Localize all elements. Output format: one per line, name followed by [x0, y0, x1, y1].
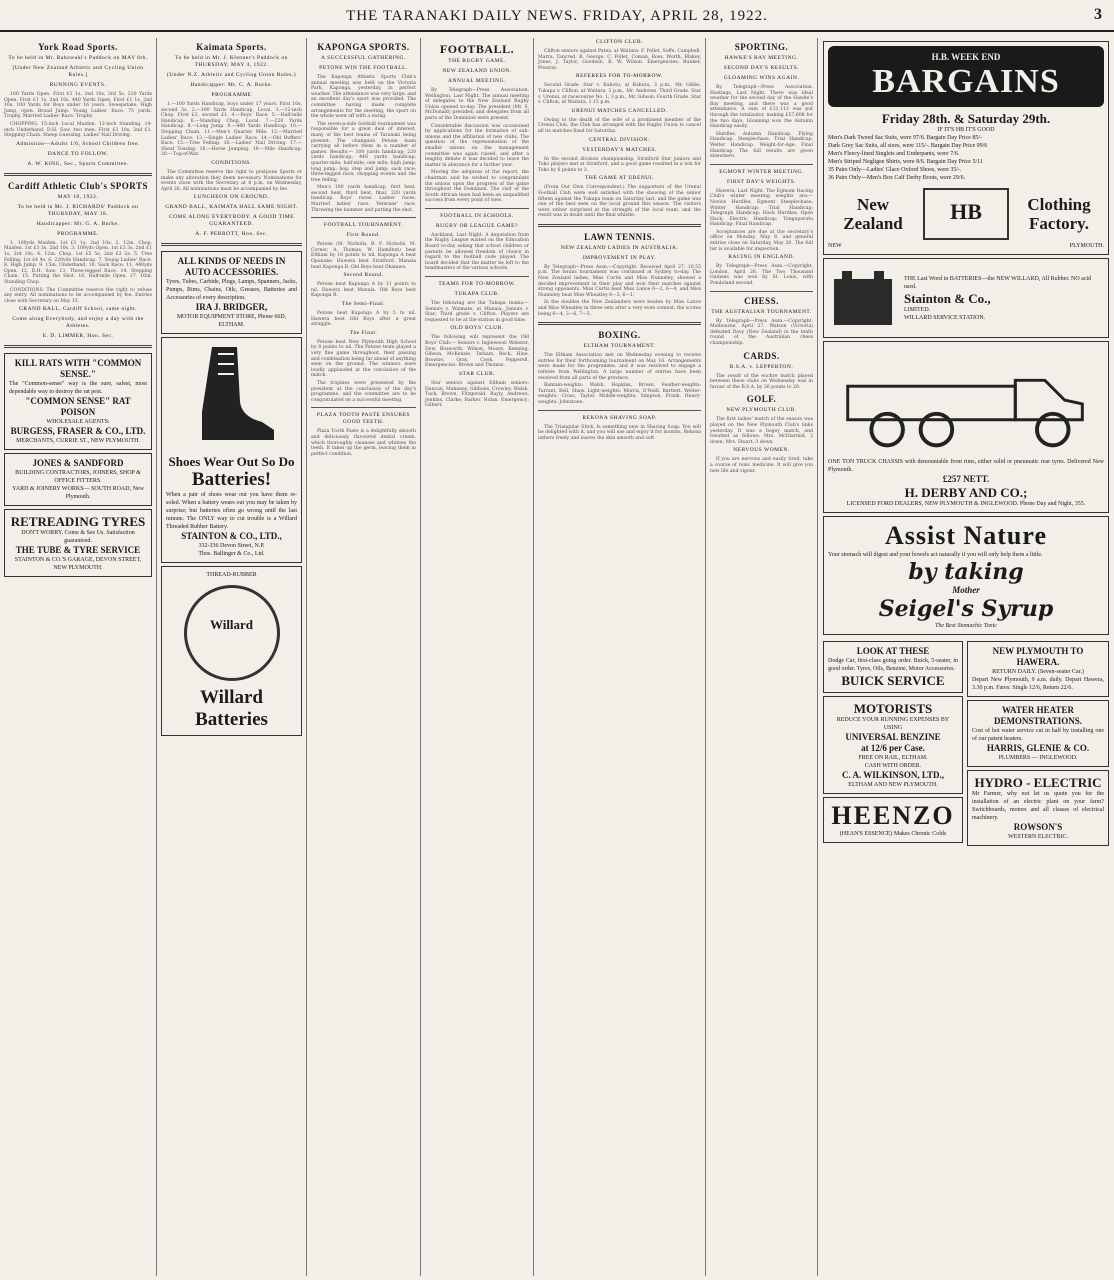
shoes-heading: Shoes Wear Out So Do	[168, 453, 295, 469]
divider	[161, 243, 302, 246]
heenzo-name: HEENZO	[831, 800, 955, 830]
filler-text: Petone beat Kaponga A by 11 points to nil. Hawera beat Manaia. Old Boys beat Kaponga B.	[311, 282, 416, 299]
wilkinson-name: C. A. WILKINSON, LTD.,	[841, 769, 945, 780]
hb-footer	[828, 188, 1104, 240]
hb-item: 36 Pairs Only—Men's Box Calf Derby Boots, were 29/6.	[828, 175, 966, 181]
truck-price: £257 NETT.	[942, 473, 990, 484]
york-road-signature: A. W. KING, Sec., Sports Committee.	[27, 160, 129, 167]
filler-text: In the second division championship, Stratford Star juniors and Toko players met at Stratford, and a good game resulted in a win for Toko by 6 points to 3.	[538, 156, 701, 173]
seigel-syrup: Seigel's Syrup	[878, 595, 1054, 622]
lawn-tennis-heading: LAWN TENNIS.	[584, 231, 655, 242]
bottom-ad-right	[967, 638, 1109, 849]
wilkinson-address: ELTHAM AND NEW PLYMOUTH.	[848, 781, 938, 788]
battery-illustration	[828, 263, 898, 333]
derby-name: H. DERBY AND CO.;	[904, 484, 1028, 500]
filler-text: Hawera, Last Night. The Egmont Racing Club's winter meeting weights are:— Novice Hurdles; Egmont Steeplechase; Winter Handicap; Trial Handicap; Telegraph Handicap; Hack Hurdles; Open Hack; Electric Handicap; Tongaporutu Handicap; Final Handicap.	[710, 188, 813, 228]
divider	[425, 276, 529, 277]
rekona-heading: REKONA SHAVING SOAP.	[582, 414, 657, 421]
filler-text: Petone beat Kaponga A by 5 to nil. Hawera beat Old Boys after a great struggle.	[311, 311, 416, 328]
golf-heading: GOLF.	[746, 394, 777, 405]
willard-stainton-name: Stainton & Co.,	[904, 290, 991, 306]
benzine-price: at 12/6 per Case.	[861, 742, 925, 753]
retreading-ad	[4, 509, 152, 577]
chess-heading: CHESS.	[744, 295, 779, 306]
kaimata-heading: Kaimata Sports.	[196, 42, 267, 52]
yesterday-heading: YESTERDAY'S MATCHES.	[582, 146, 657, 153]
hb-item: Dark Grey Sac Suits, all sizes, were 115/-. Bargain Day Price 99/6	[828, 143, 988, 149]
golf-sub: NEW PLYMOUTH CLUB.	[726, 407, 797, 414]
star-heading: STAR CLUB.	[458, 370, 496, 377]
filler-text: The Committee reserve the right to postpone Sports or make any alteration they deem necessary. Nominations for events close with the Secretary at 8 p.m. on Wednesday, April 26. All nominations must be accompanied by fee.	[161, 169, 302, 192]
filler-text: The following will represent the Old Boys' Club:— Seniors v. Inglewood: Webster, Dow, Bosworth, Wilson, Moore, Kenning, Gibson, McKenzie, Tatham, Beck, Hine, Browne, Gray, Cook, Pepperell. Emergencies: Brown and Thomas.	[425, 335, 529, 369]
free-on-rail: FREE ON RAIL, ELTHAM.	[858, 754, 928, 761]
tube-tyre-address: STAINTON & CO.'S GARAGE, DEVON STREET, NEW PLYMOUTH.	[14, 557, 142, 572]
filler-text: In the doubles the New Zealanders were beaten by Miss Lance and Miss Wheatley in three sets after a very even contest, the scores being 6—4, 3—6, 7—5.	[538, 300, 701, 317]
column-6	[706, 38, 818, 1276]
filler-text: The first ladies' match of the season was played on the New Plymouth Club's links yesterday. It was a bogey match, and resulted as follows: Mrs. McDiarmid, 2 down; Mrs. Stuart, 3 down.	[710, 417, 813, 445]
filler-text: 100 Yards Open. First £1 1s, 2nd 10s, 3rd 5s. 220 Yards Open. First £1 1s, 2nd 10s. 440 Yards Open. First £1 1s, 2nd 10s. 100 Yards for Boys under 16 years. Sweepstake. High Jump, open. Broad Jump. Young Ladies' Race, 75 yards. Trophy. Married Ladies' Race. Trophy.	[4, 92, 152, 120]
rowson-name: ROWSON'S	[1013, 821, 1063, 832]
np-hawera-sub: RETURN DAILY. (Seven-seater Car.)	[992, 668, 1084, 675]
look-text: Dodge Car, first-class going order. Buick, 5-seater, in good order. Tyres, Oils, Benzine, Motor Accessories.	[828, 657, 958, 672]
ballinger-name: Thos. Ballinger & Co., Ltd.	[198, 550, 265, 557]
truck-text: ONE TON TRUCK CHASSIS with demountable front rims, either solid or pneumatic rear tyres. Delivered New Plymouth.	[828, 458, 1104, 473]
filler-text: The Kaponga Athletic Sports Club's annual meeting was held on the Victoria Park, Kaponga, yesterday, in perfect weather. The attendance was very large, and an excellent day's sport was provided. The committee having made complete arrangements for the meeting, the sport on the whole went off with a swing.	[311, 75, 416, 120]
cardiff-date: MAY 18, 1922.	[57, 193, 99, 200]
assist-nature: Assist Nature	[884, 520, 1048, 550]
rat-ad-heading: KILL RATS WITH "COMMON SENSE."	[14, 358, 142, 380]
rat-ad-text: The "Common-sense" way is the sure, safest, most dependable way to destroy the rat pest.	[9, 381, 147, 396]
hb-bargains: BARGAINS	[872, 63, 1060, 100]
stainton-name: STAINTON & CO., LTD.,	[181, 530, 282, 541]
heenzo-ad	[823, 797, 963, 843]
jones-sandford-ad	[4, 453, 152, 506]
divider	[538, 410, 701, 411]
kaponga-heading: KAPONGA SPORTS.	[317, 42, 410, 52]
filler-text: CHOPPING. 15-inch Local Maiden. 12-inch Standing. 14-inch Underhand. D.H. Saw, two men. First £3 10s, 2nd £1. Stepping Chain. Sheep Guessing. Ladies' Nail Driving.	[4, 121, 152, 139]
final-heading: The Final.	[349, 329, 378, 336]
boxing-heading: BOXING.	[598, 330, 641, 341]
cardiff-heading: Cardiff Athletic Club's SPORTS	[8, 180, 148, 191]
filler-text: Clifton seniors against Patea, at Waitara: F. Pollet, Soffe, Campbell, Marra, Tancred, R. George, C. Pollet, Coman, Ross, Worth, Blakey, Jones, J. Taylor, Goodwin, B. W. Wilson. Emergencies: Bunker, Preston.	[538, 49, 701, 71]
hb-item: Men's Fleecy-lined Singlets and Underpants, were 7/6.	[828, 151, 960, 157]
water-heater-heading: WATER HEATER DEMONSTRATIONS.	[993, 704, 1083, 726]
retreading-heading: RETREADING TYRES	[10, 514, 146, 530]
sporting-heading: SPORTING.	[734, 42, 789, 52]
willard-stainton-blurb: THE Last Word in BATTERIES—the NEW WILLARD, All Rubber. NO acid used.	[904, 275, 1092, 290]
filler-text: If you are nervous and easily tired, take a course of tonic medicine. It will give you new life and vigour.	[710, 457, 813, 474]
hb-logo: HB	[923, 188, 1009, 240]
batteries-text: When a pair of shoes wear out you have them re-soled. When a battery wears out you may be taken by surprise; but batteries often go wrong until the last minute. The ONLY way to cut trouble is a Willard Threaded Rubber Battery.	[166, 491, 297, 530]
look-at-these-ad	[823, 641, 963, 693]
kaimata-ball: GRAND BALL, KAIMATA HALL SAME NIGHT.	[165, 204, 298, 211]
cardiff-ball: GRAND BALL, Cardiff School, same night.	[18, 306, 138, 313]
ira-bridger-address: MOTOR EQUIPMENT STORE, Phone 66D, ELTHAM.	[176, 314, 287, 329]
semi-final-heading: The Semi-Final.	[341, 301, 386, 307]
cardiff-signature: E. D. LIMMER, Hon. Sec.	[42, 333, 114, 340]
jones-sandford-trade: BUILDING CONTRACTORS, JOINERS, SHOP & OFFICE FITTERS.	[15, 470, 141, 485]
cards-sub: B.S.A. v. LEPPERTON.	[729, 363, 794, 370]
urenui-heading: URENUI MATCHES CANCELLED.	[571, 107, 668, 114]
hb-clothing-factory: Clothing Factory.	[1027, 195, 1091, 233]
hydro-electric-ad	[967, 770, 1109, 846]
derby-address: LICENSED FORD DEALERS, NEW PLYMOUTH & INGLEWOOD. Phone Day and Night, 355.	[846, 500, 1086, 507]
stainton-address: 332-336 Devon Street, N.P.	[198, 542, 265, 549]
filler-text: The seven-a-side football tournament was responsible for a great deal of interest, many of the best teams of Taranaki being present. The champion Petone team carrying all before them in a number of games. Results:— 100 yards handicap; 220 yards handicap; 440 yards handicap; quarter-mile; half-mile; one mile; high jump; long jump; hop, step and jump; sack race; three-legged race; chopping events and the tree felling.	[311, 121, 416, 183]
tube-tyre-heading: THE TUBE & TYRE SERVICE	[15, 545, 141, 556]
hawkes-bay-heading: HAWKE'S BAY MEETING.	[724, 55, 799, 61]
willard-batteries-heading: Willard Batteries	[195, 686, 268, 730]
kaimata-signature: A. F. PERROTT, Hon. Sec.	[195, 231, 268, 238]
hb-item: Men's Striped Negligee Shirts, were 8/6. Bargain Day Price 5/11	[828, 159, 983, 165]
gloaming-heading: GLOAMING WINS AGAIN.	[723, 75, 800, 81]
column-3	[307, 38, 421, 1276]
cardiff-programme: PROGRAMME.	[57, 230, 99, 237]
york-road-dance: DANCE TO FOLLOW.	[47, 150, 109, 157]
hawera-service-ad	[967, 641, 1109, 697]
retreading-text: DON'T WORRY. Come & See Us. Satisfaction guaranteed.	[21, 530, 135, 545]
filler-text: 1. 100yds Maiden. 1st £1 1s, 2nd 10s. 2. 12in. Chop, Maiden. 1st £3 3s, 2nd 10s. 3. 100yds Open. 1st £3 3s, 2nd £1 1s, 3rd 10s. 4. 12in. Chop. 1st £5 5s, 2nd £2 2s. 5. Tree Felling. 1st £4 4s. 6. 220yds Handicap. 7. Young Ladies' Race. 8. High Jump. 9. 15in. Underhand. 10. Sack Race. 11. 440yds Open. 12. D.H. Saw. 13. Three-legged Race. 14. Stepping Chain. 15. Putting the Shot. 16. Half-mile Open. 17. 16in. Standing Chop.	[4, 240, 152, 285]
tennis-sub: NEW ZEALAND LADIES IN AUSTRALIA.	[560, 244, 679, 251]
filler-text: The trophies were presented by the president at the conclusion of the day's programme, and the committee are to be congratulated on a successful meeting.	[311, 380, 416, 403]
jones-sandford-address: YARD & JOINERY WORKS— SOUTH ROAD, New Plymouth.	[12, 486, 144, 501]
central-heading: CENTRAL DIVISION.	[589, 136, 650, 143]
filler-text: Petone (M. Nicholls, B. F. Nicholls, M. Corner, A. Thomas, W. Hamilton) beat Eltham by 16 points to nil. Kaponga A beat Opunake. Hawera beat Stratford. Manaia beat Kaponga B. Old Boys beat Okaiawa.	[311, 242, 416, 270]
cards-heading: CARDS.	[743, 350, 780, 361]
boot-illustration	[182, 342, 282, 452]
clifton-heading: CLIFTON CLUB.	[595, 39, 644, 45]
hb-banner	[828, 46, 1104, 107]
cardiff-handicapper: Handicapper: Mr. G. A. Burke.	[36, 220, 120, 227]
ira-bridger-name: IRA J. BRIDGER,	[195, 302, 268, 313]
filler-text: Plaza Tooth Paste is a delightfully smooth and deliciously flavoured dental cream, which thoroughly cleanses and whitens the teeth. It takes up the germ, leaving them in perfect condition.	[311, 429, 416, 457]
divider	[538, 322, 701, 325]
referees-heading: REFEREES FOR TO-MORROW.	[575, 73, 664, 80]
hb-plymouth: PLYMOUTH.	[1069, 243, 1104, 249]
egmont-heading: EGMONT WINTER MEETING.	[719, 168, 804, 175]
york-road-prog: RUNNING EVENTS.	[49, 82, 107, 88]
willard-stainton-text	[904, 275, 1104, 322]
football-tournament-heading: FOOTBALL TOURNAMENT.	[323, 222, 404, 229]
hb-footer-under	[828, 242, 1104, 250]
kaimata-programme: PROGRAMME	[211, 92, 252, 98]
jones-sandford-name: JONES & SANDFORD	[32, 458, 124, 469]
water-heater-text: Cost of hot water service cut in half by installing one of our patent heaters.	[972, 727, 1104, 742]
filler-text: By Telegraph—Press Association. Wellington, Last Night. The annual meeting of delegates to the New Zealand Rugby Union opened to-day. The president (Mr. S. McDonald) presided, and delegates from all parts of the Dominion were present.	[425, 88, 529, 121]
kaponga-sub2: PETONE WIN THE FOOTBALL.	[319, 65, 408, 71]
bottom-ad-left	[823, 638, 963, 849]
hb-bargains-ad	[823, 41, 1109, 255]
np-hawera-text: Depart New Plymouth, 9 a.m. daily. Depart Hawera, 3.30 p.m. Fares: Single 12/6, Return 22/6.	[972, 676, 1104, 691]
second-day-heading: SECOND DAY'S RESULTS.	[723, 65, 800, 71]
page-number: 3	[1094, 6, 1102, 23]
rat-ad-agent: BURGESS, FRASER & CO., LTD.	[10, 426, 146, 437]
rat-poison-ad	[4, 353, 152, 450]
kaponga-sub1: A SUCCESSFUL GATHERING.	[321, 55, 406, 61]
plaza-heading: PLAZA TOOTH PASTE ENSURES GOOD TEETH.	[316, 412, 411, 426]
column-5	[534, 38, 706, 1276]
rat-ad-wholesale: WHOLESALE AGENTS:	[46, 419, 110, 426]
filler-text: Second Grade. Star v. Rahotu, at Rahotu, 3 p.m., Mr. Gibbs. Tukapa v. Clifton, at Waitara, 3 p.m., Mr. Andrews. Third Grade. Star v. Urenui, at racecourse No. 1, 3 p.m., Mr. Gibson. Fourth Grade. Star v. Clifton, at Waitara, 1.15 p.m.	[538, 83, 701, 106]
cardiff-sub: To be held in Mr. J. RICHARDS' Paddock on THURSDAY, MAY 18.	[17, 203, 139, 217]
racing-england-heading: RACING IN ENGLAND.	[728, 254, 795, 261]
motorists-heading: MOTORISTS	[853, 700, 933, 716]
old-boys-heading: OLD BOYS' CLUB.	[450, 325, 504, 332]
york-road-admission: Admission—Adults 1/6, School Children free.	[16, 140, 140, 147]
truck-illustration	[828, 346, 1104, 456]
schools-heading: FOOTBALL IN SCHOOLS.	[440, 212, 514, 219]
filler-text: Owing to the death of the wife of a prominent member of the Urenui Club, the Club has arranged with the Rugby Union to cancel all its matches fixed for Saturday.	[538, 117, 701, 134]
hb-item: Men's Dark Tweed Sac Suits, were 97/6. Bargain Day Price 85/-	[828, 135, 983, 141]
filler-text: 1.—100 Yards Handicap, boys under 17 years. First 10s, second 5s. 2.—100 Yards Handicap, Local. 3.—12-inch Chop. First £3, second £1. 4.—Boys' Race. 5.—Half-mile Handicap. 6.—Standing Chop, Local. 7.—220 Yards Handicap. 8.—Long Jump. 9.—440 Yards Handicap. 10.—Stepping Chain. 11.—Men's Quarter Mile. 12.—Married Ladies' Race. 13.—Single Ladies' Race. 14.—Old Buffers' Race. 15.—Tree Felling. 16.—Ladies' Nail Driving. 17.—Sheaf Tossing. 18.—Horse Jumping. 19.—Mile Handicap. 20.—Tug-of-War.	[161, 102, 302, 158]
ford-truck-ad	[823, 341, 1109, 513]
nz-union-sub: NEW ZEALAND UNION.	[442, 68, 512, 74]
schools-sub: RUGBY OR LEAGUE GAME?	[436, 222, 518, 229]
kaimata-rules: (Under N.Z. Athletic and Cycling Union Rules.)	[166, 72, 297, 78]
column-4	[421, 38, 534, 1276]
kaimata-come: COME ALONG EVERYBODY. A GOOD TIME GUARANTEED.	[168, 214, 295, 228]
rat-ad-product: "COMMON SENSE" RAT POISON	[25, 396, 131, 418]
urenui-game-heading: THE GAME AT URENUI.	[585, 175, 654, 182]
harris-name: HARRIS, GLENIE & CO.	[986, 742, 1090, 753]
seigel-tagline: The Best Stomachic Tonic	[935, 622, 997, 629]
hb-slogan: IF IT'S HB IT'S GOOD	[937, 127, 995, 133]
accessories-heading: ALL KINDS OF NEEDS IN AUTO ACCESSORIES.	[177, 256, 286, 278]
np-hawera-heading: NEW PLYMOUTH TO HAWERA.	[992, 645, 1084, 667]
divider	[710, 291, 813, 292]
willard-ad	[161, 566, 302, 736]
buick-heading: BUICK SERVICE	[841, 672, 945, 688]
cardiff-come: Come along Everybody, and enjoy a day with the Athletes.	[12, 316, 144, 330]
divider	[425, 208, 529, 209]
filler-text: Bantam-weights: Walsh, Hopkins, Brown. Feather-weights: Tarrant, Bell, Shaw. Light-weights: Morris, O'Neill, Bartlett. Welter-weights: Cross, Taylor. Middle-weights: Simpson, Frank. Heavy-weights: Johnstone.	[538, 383, 701, 405]
kaimata-luncheon: LUNCHEON ON GROUND.	[193, 194, 270, 201]
heenzo-tagline: (HEAN'S ESSENCE) Makes Chronic Colds	[839, 830, 947, 837]
column-2	[157, 38, 307, 1276]
benzine-name: UNIVERSAL BENZINE	[845, 731, 941, 742]
divider	[311, 407, 416, 408]
column-1	[0, 38, 157, 1276]
boxing-sub: ELTHAM TOURNAMENT.	[583, 343, 656, 350]
filler-text: Men's 100 yards handicap, first heat, second heat, third heat, final. 220 yards handicap. Boys' races. Ladies' races. Married ladies' race. Veterans' race. Throwing the hammer and putting the shot.	[311, 185, 416, 213]
hb-item: 35 Pairs Only—Ladies' Glace Oxford Shoes, were 35/-.	[828, 167, 962, 173]
tukapa-heading: TUKAPA CLUB.	[454, 291, 500, 298]
filler-text: CONDITIONS. The Committee reserve the right to refuse any entry. All nominations to be accompanied by fee. Entries close with Secretary on May 15.	[4, 287, 152, 304]
filler-text: By Telegraph—Press Assn.—Copyright. London, April 26. The Two Thousand Guineas was won by St. Louis, with Pondoland second.	[710, 264, 813, 287]
weights-heading: FIRST DAY'S WEIGHTS.	[726, 178, 797, 185]
mother-label: Mother	[952, 584, 980, 595]
filler-text: (From Our Own Correspondent.) The supporters of the Urenui Football Club were well satisfied with the showing of the senior fifteen against the Tukapa team on Saturday last, and the game was one of the best seen on the local ground this season. The visitors were rather surprised at the strength of the local team, and the result was in doubt until the final whistle.	[538, 185, 701, 219]
masthead	[0, 0, 1114, 32]
york-road-sub: To be held in Mr. Rahowaki's Paddock on MAY 6th.	[8, 55, 148, 61]
annual-meeting-sub: ANNUAL MEETING.	[447, 78, 506, 84]
cash-with-order: CASH WITH ORDER.	[864, 762, 922, 769]
seigel-ad	[823, 516, 1109, 635]
filler-text: The following are the Tukapa teams:— Seniors v. Waimate, at Manaia; Juniors v. Star; Third grade v. Clifton. Players are requested to be at the station in good time.	[425, 301, 529, 323]
filler-text: Acceptances are due at the secretary's office on Monday, May 8, and general entries close on Saturday, May 20. The full list is available for inspection.	[710, 229, 813, 252]
york-road-rules: [Under New Zealand Athletic and Cycling Union Rules.]	[12, 65, 144, 78]
divider	[311, 217, 416, 218]
filler-text: Hurdles. Autumn Handicap. Flying Handicap. Steeplechase. Trial Handicap. Welter Handicap. Weight-for-Age. Final Handicap. The full results are given elsewhere.	[710, 131, 813, 160]
teams-heading: TEAMS FOR TO-MORROW.	[438, 281, 516, 288]
filler-text: Star seniors against Eltham seniors: Duncan, Mahoney, Gibbons, Crowley, Walsh, Tuck, Brown, Fitzgerald, Bayly, Andrews, Jenkins, Clarke, Barker, Nolan. Emergency: Gilbert.	[425, 380, 529, 409]
filler-text: By Telegraph—Press Association. Hastings, Last Night. There was ideal weather for the second day of the Hawke's Bay meeting, and there was a good attendance. A sum of £31,113 was put through the totalisator, making £57,608 for the two days. Gloaming won the Autumn Handicap easily.	[710, 85, 813, 130]
batteries-heading: Batteries!	[191, 468, 272, 490]
filler-text: Petone beat New Plymouth High School by 8 points to nil. The Petone team played a very fine game throughout, their passing and combination being far ahead of anything seen on the ground. The winners were loudly applauded at the conclusion of the match.	[311, 339, 416, 379]
auto-accessories-ad	[161, 251, 302, 334]
harris-trade: PLUMBERS — INGLEWOOD.	[998, 754, 1078, 761]
rugby-sub: THE RUGBY GAME.	[448, 58, 506, 64]
columns	[0, 32, 1114, 1280]
divider	[538, 224, 701, 227]
willard-stainton-limited: LIMITED.	[904, 306, 931, 313]
divider	[4, 173, 152, 176]
seigel-blurb: Your stomach will digest and your bowels act naturally if you will only help them a little.	[828, 551, 1043, 558]
filler-text: Moving the adoption of the report, the chairman said he wished to congratulate the unions upon the progress of the game throughout the Dominion. The visit of the South African team had been an unqualified success from every point of view.	[425, 170, 529, 204]
bottom-ad-row	[823, 638, 1109, 849]
willard-stainton-ad	[823, 258, 1109, 338]
column-7	[818, 38, 1114, 1276]
willard-thread: THREAD-RUBBER	[206, 571, 257, 578]
first-round-heading: First Round.	[346, 232, 381, 239]
york-road-heading: York Road Sports.	[38, 42, 118, 52]
hb-week-end: H.B. WEEK END	[931, 52, 1001, 62]
kaimata-sub: To be held in Mr. J. Klenner's Paddock on THURSDAY, MAY 4, 1922.	[175, 55, 288, 68]
nervous-women-heading: NERVOUS WOMEN.	[733, 447, 790, 454]
divider	[710, 164, 813, 165]
hydro-heading: HYDRO - ELECTRIC	[974, 774, 1102, 790]
newspaper-title: THE TARANAKI DAILY NEWS. FRIDAY, APRIL 28, 1922.	[346, 8, 768, 24]
filler-text: Considerable discussion was occasioned by applications for the formation of sub-unions and the affiliation of new clubs. The question of the representation of the smaller unions on the management committee was again raised, and after a lengthy debate it was decided to leave the matter in abeyance for a further year.	[425, 123, 529, 168]
willard-logo-text: Willard	[209, 616, 254, 632]
shoes-batteries-ad	[161, 337, 302, 563]
look-heading: LOOK AT THESE	[856, 645, 930, 656]
tennis-sub2: IMPROVEMENT IN PLAY.	[582, 254, 657, 261]
filler-text: By Telegraph—Press Assn.—Copyright. Received April 27, 10.55 p.m. The tennis tournament was continued at Sydney to-day. The New Zealand ladies, Miss Curtis and Miss Nunneley, showed a decided improvement in their play and won their matches against strong opponents. Miss Curtis beat Miss Lance 6—2, 6—4, and Miss Nunneley beat Miss Wheatley 6—3, 6—1.	[538, 264, 701, 298]
willard-service-station: WILLARD SERVICE STATION.	[904, 314, 986, 321]
motorists-ad	[823, 696, 963, 794]
kaimata-conditions: CONDITIONS.	[211, 159, 252, 166]
kaimata-handicapper: Handicapper: Mr. C. A. Burke.	[190, 82, 273, 88]
rat-ad-address: MERCHANTS, CURRIE ST., NEW PLYMOUTH.	[16, 438, 140, 445]
divider	[4, 345, 152, 348]
filler-text: Auckland, Last Night. A deputation from the Rugby League waited on the Education Board to-day asking that school children or parents be allowed freedom of choice in regard to the football code played. The board decided that the matter be left to the headmasters of the various schools.	[425, 232, 529, 272]
football-heading: FOOTBALL.	[439, 42, 515, 56]
reduce-text: REDUCE YOUR RUNNING EXPENSES BY USING	[836, 716, 950, 731]
willard-logo	[184, 585, 280, 681]
filler-text: The result of the euchre match played between these clubs on Wednesday was in favour of the B.S.A. by 26 points to 20.	[710, 373, 813, 390]
filler-text: By Telegraph—Press Assn.—Copyright. Melbourne, April 27. Watson (Victoria) defeated Davy (New Zealand) in the tenth round of the Australian chess championship.	[710, 318, 813, 346]
rowson-sub: WESTERN ELECTRIC.	[1008, 833, 1068, 840]
second-round-heading: Second Round.	[343, 272, 384, 279]
by-taking: by taking	[908, 558, 1024, 585]
water-heater-ad	[967, 700, 1109, 767]
filler-text: The Eltham Association met on Wednesday evening to receive entries for their forthcoming tournament on May 16. Arrangements were made for the programme, and it was resolved to engage a referee from Wellington. A large number of entries have been received from all parts of the province.	[538, 353, 701, 381]
filler-text: The Triangular Stick. Is something new in Shaving Soap. You will be delighted with it, and you will use and enjoy it for months. Rekona lathers freely and leaves the skin smooth and soft.	[538, 424, 701, 441]
chess-sub: THE AUSTRALIAN TOURNAMENT.	[711, 308, 812, 315]
hb-new: NEW	[828, 243, 842, 249]
hydro-text: Mr Farmer, why not let us quote you for the installation of an electric plant on your farm? Switchboards, motors and all classes of electrical machinery.	[972, 790, 1104, 821]
hb-dates: Friday 28th. & Saturday 29th.	[881, 111, 1051, 126]
hb-new-zealand: New Zealand	[843, 195, 903, 233]
accessories-text: Tyres, Tubes, Carbide, Plugs, Lamps, Spanners, Jacks, Pumps, Rims, Chains, Oils, Greases, Batteries and Accessories of every description.	[166, 279, 297, 302]
